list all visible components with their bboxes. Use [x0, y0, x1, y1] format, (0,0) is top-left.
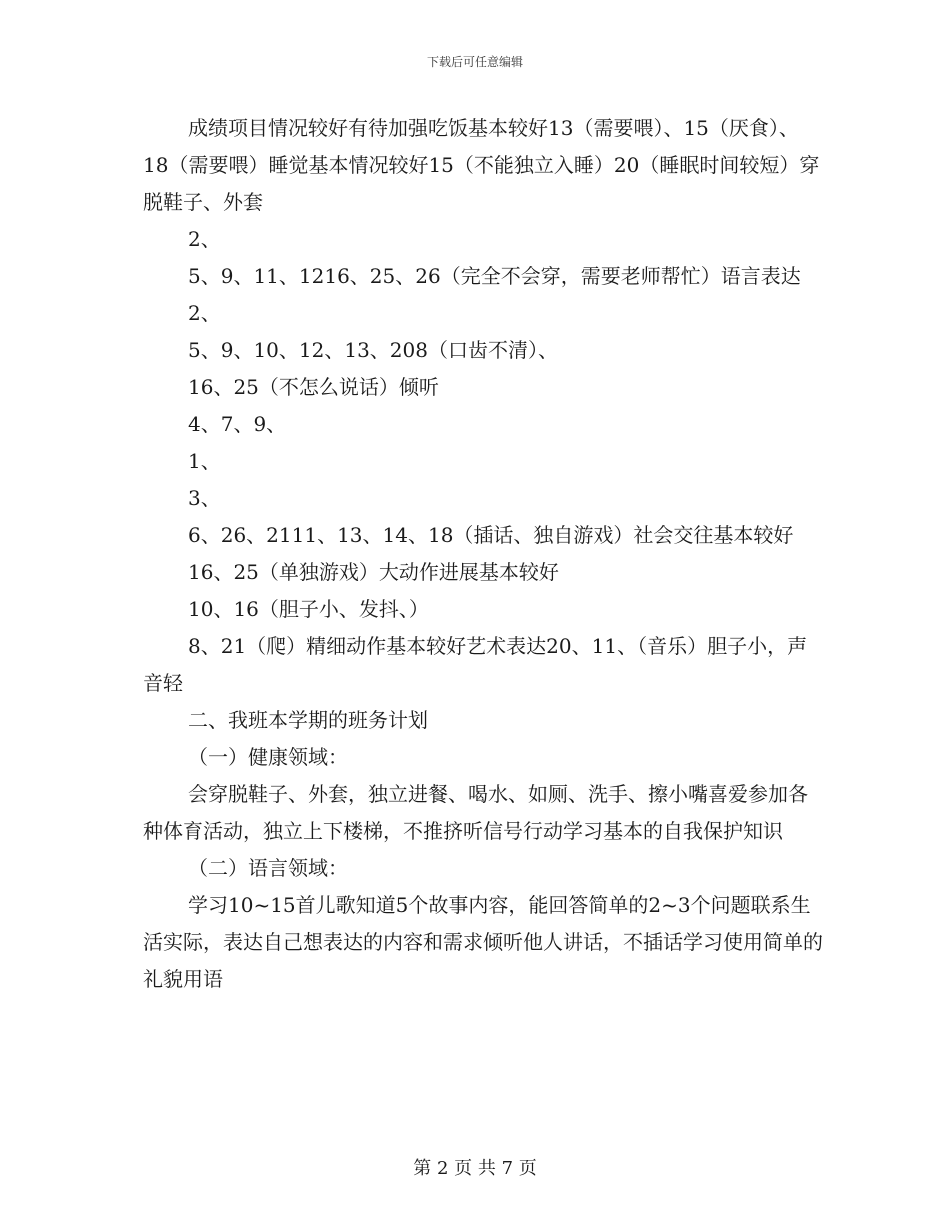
- paragraph-item: 4、7、9、: [188, 412, 287, 436]
- section-heading: 二、我班本学期的班务计划: [188, 708, 428, 732]
- paragraph-item: 6、26、2111、13、14、18（插话、独自游戏）社会交往基本较好: [188, 523, 794, 547]
- subsection-heading-language: （二）语言领域：: [188, 856, 348, 880]
- paragraph-language-goals: 学习10~15首儿歌知道5个故事内容，能回答简单的2~3个问题联系生活实际，表达自己想表达的内容和需求倾听他人讲话，不插话学习使用简单的礼貌用语: [143, 893, 823, 991]
- paragraph-item: 2、: [188, 227, 221, 251]
- page-number: 第 2 页 共 7 页: [413, 1158, 537, 1179]
- paragraph-performance-table: 成绩项目情况较好有待加强吃饭基本较好13（需要喂）、15（厌食）、18（需要喂）睡觉基本情况较好15（不能独立入睡）20（睡眠时间较短）穿脱鞋子、外套: [143, 116, 820, 214]
- paragraph-item: 10、16（胆子小、发抖、）: [188, 597, 429, 621]
- download-note: 下载后可任意编辑: [426, 55, 523, 69]
- document-body: [143, 110, 823, 998]
- subsection-heading-health: （一）健康领域：: [188, 745, 348, 769]
- paragraph-item: 1、: [188, 449, 221, 473]
- paragraph-item: 5、9、10、12、13、208（口齿不清）、: [188, 338, 558, 362]
- paragraph-item: 16、25（单独游戏）大动作进展基本较好: [188, 560, 559, 584]
- paragraph-item: 5、9、11、1216、25、26（完全不会穿，需要老师帮忙）语言表达: [188, 264, 801, 288]
- paragraph-health-goals: 会穿脱鞋子、外套，独立进餐、喝水、如厕、洗手、擦小嘴喜爱参加各种体育活动，独立上下楼梯，不推挤听信号行动学习基本的自我保护知识: [143, 782, 808, 843]
- paragraph-item: 3、: [188, 486, 221, 510]
- paragraph-item: 2、: [188, 301, 221, 325]
- paragraph-item: 16、25（不怎么说话）倾听: [188, 375, 439, 399]
- paragraph-item: 8、21（爬）精细动作基本较好艺术表达20、11、（音乐）胆子小，声音轻: [143, 634, 808, 695]
